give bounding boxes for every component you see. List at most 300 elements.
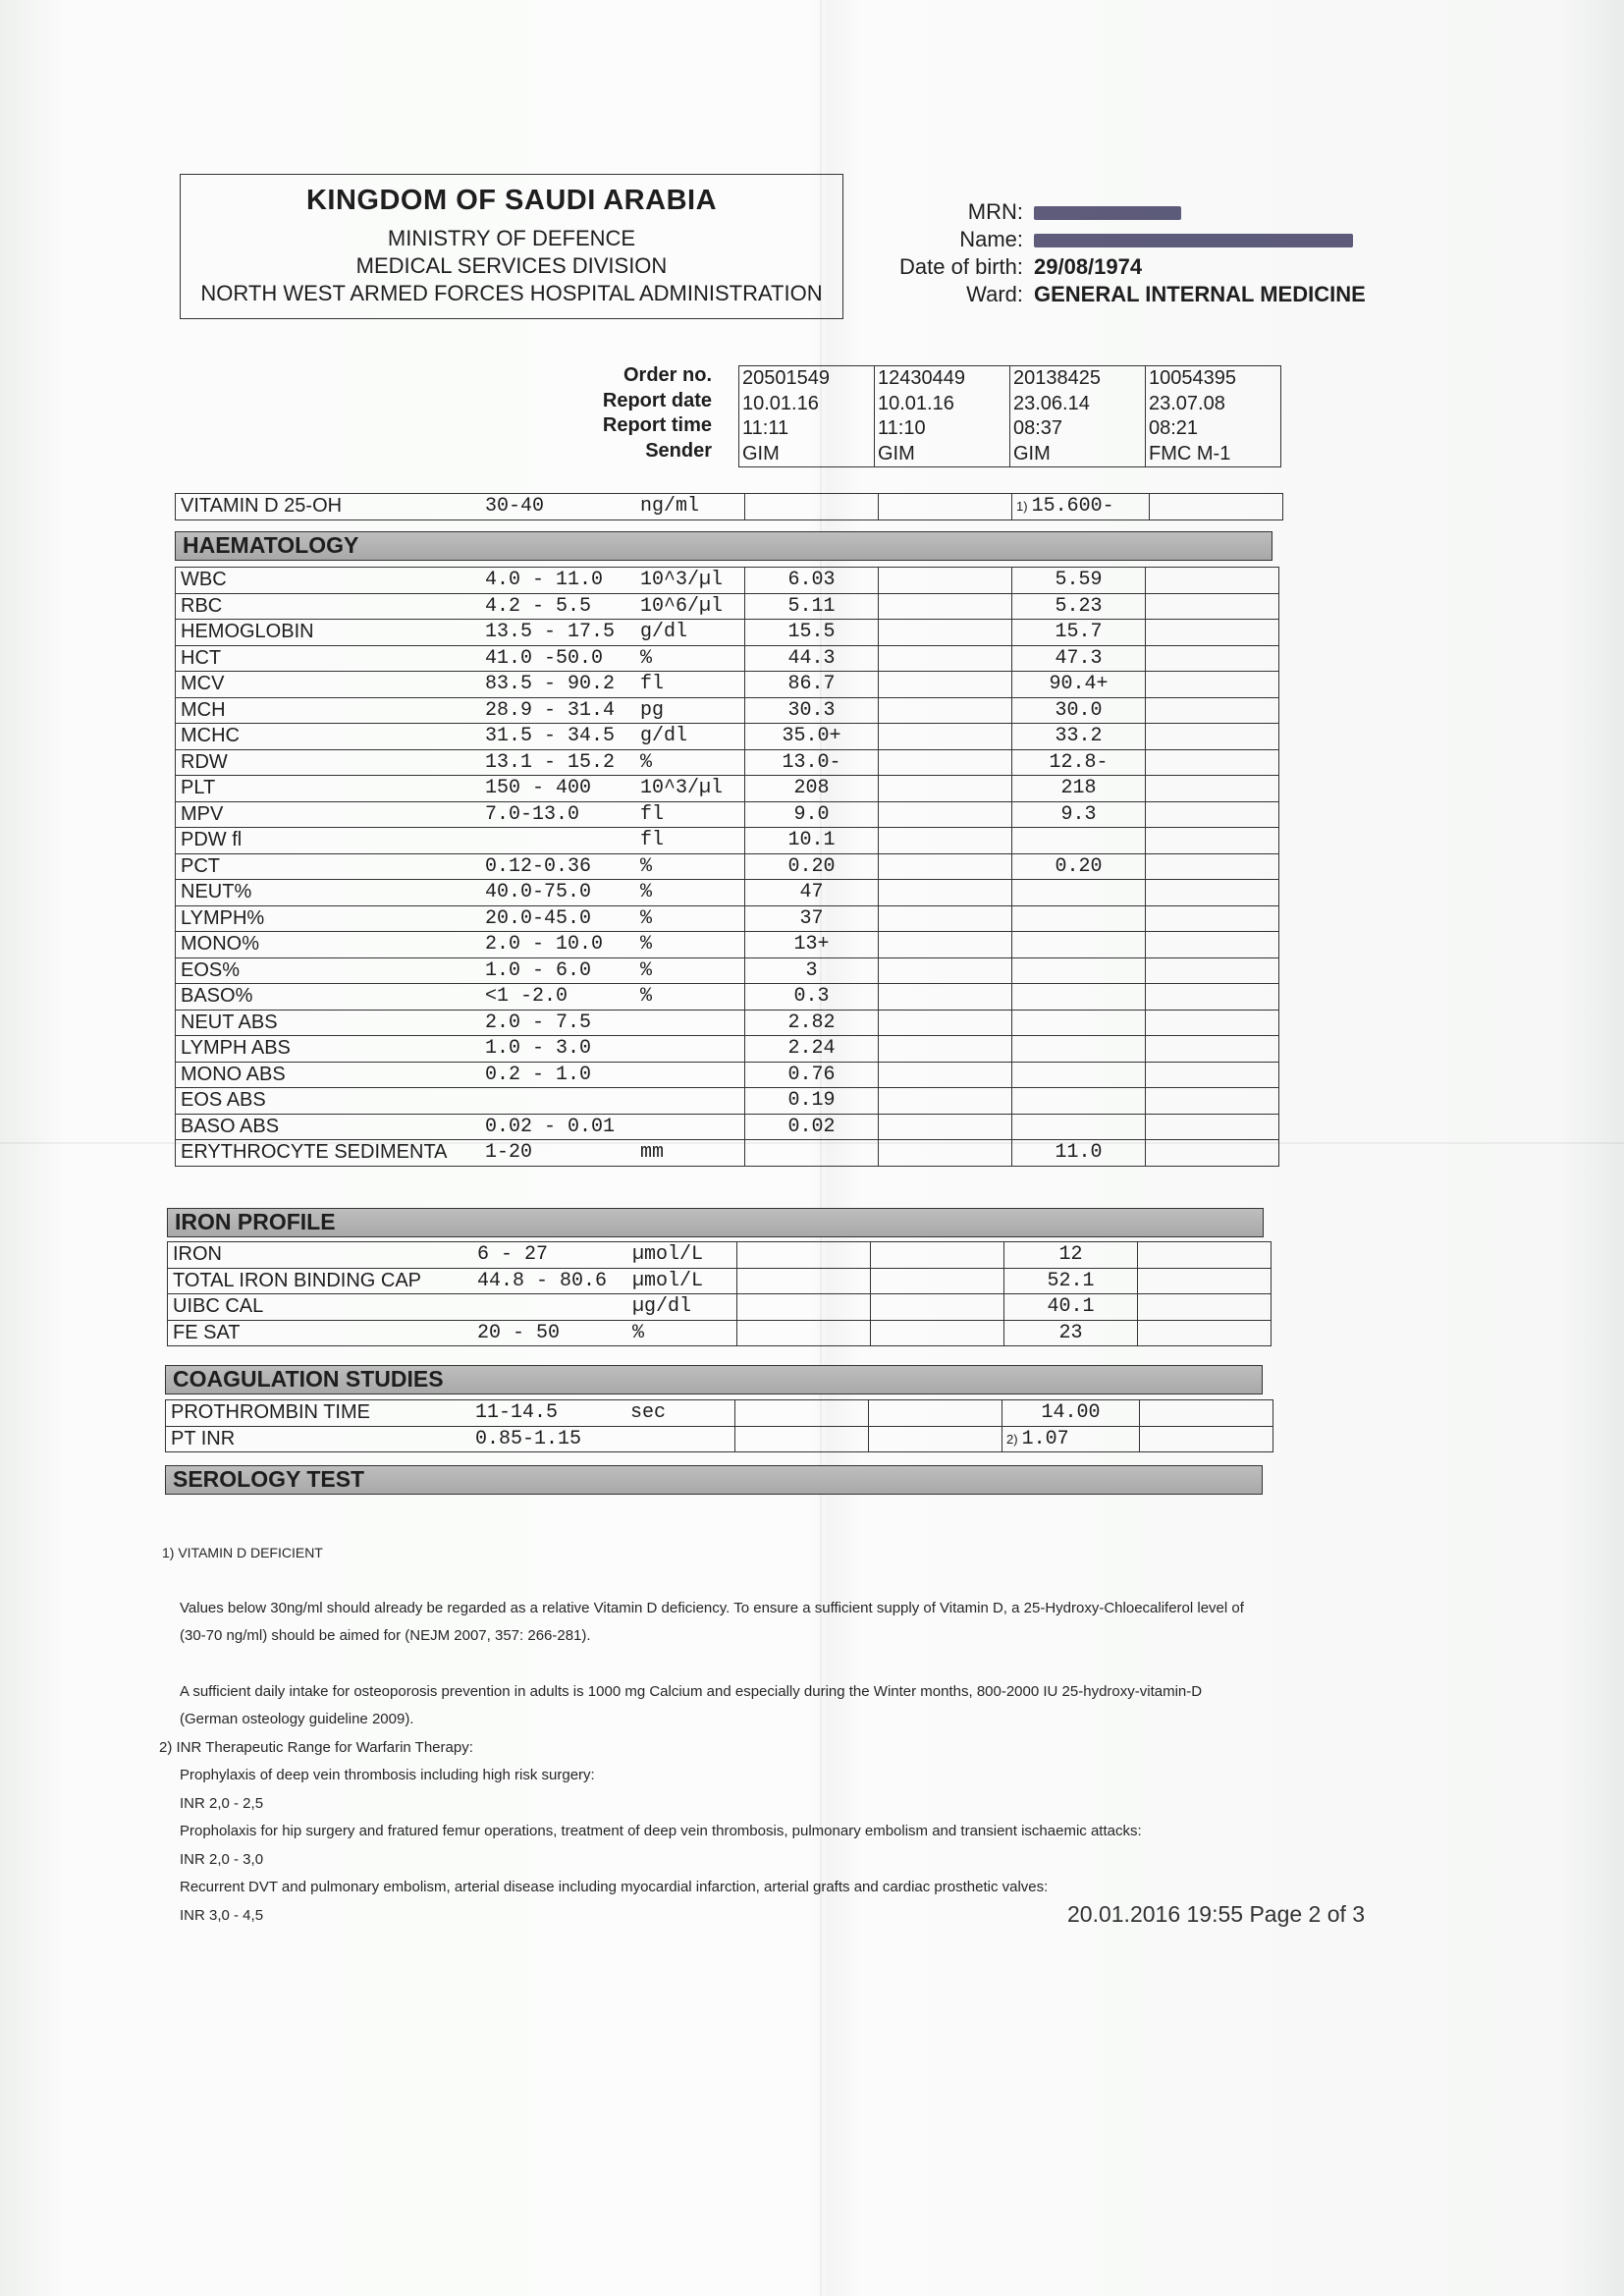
result-value (1146, 1062, 1279, 1088)
result-value (879, 853, 1012, 880)
test-name: LYMPH% (176, 905, 486, 932)
result-value: 9.0 (745, 801, 879, 828)
result-value: 14.00 (1002, 1400, 1140, 1427)
iron-header: IRON PROFILE (167, 1208, 1264, 1237)
note-text: Prophylaxis of deep vein thrombosis including high risk surgery: (180, 1767, 595, 1783)
test-name: RDW (176, 749, 486, 776)
lab-row (176, 984, 1279, 1011)
lab-row (168, 1320, 1272, 1346)
result-value (1146, 1114, 1279, 1140)
result-value (879, 1036, 1012, 1063)
test-name: FE SAT (168, 1320, 478, 1346)
result-value (879, 1114, 1012, 1140)
note-text: INR 3,0 - 4,5 (180, 1906, 264, 1924)
result-value: 90.4+ (1012, 672, 1146, 698)
unit: sec (630, 1400, 735, 1427)
result-value (871, 1294, 1004, 1321)
note-text: INR 2,0 - 3,0 (180, 1850, 264, 1868)
order-order: 10054395 (1149, 367, 1236, 389)
unit: 10^3/µl (640, 568, 745, 594)
result-value: 44.3 (745, 645, 879, 672)
footnotes (159, 1539, 1399, 1930)
value-text: 15.600- (1031, 495, 1114, 519)
institution-header (180, 174, 843, 319)
result-value (879, 828, 1012, 854)
order-column (1146, 366, 1281, 467)
result-value (1146, 905, 1279, 932)
lab-row (176, 672, 1279, 698)
unit: % (640, 880, 745, 906)
patient-values (1034, 198, 1366, 308)
result-value (1012, 1010, 1146, 1036)
test-name: HEMOGLOBIN (176, 620, 486, 646)
result-value (1146, 957, 1279, 984)
unit: % (632, 1320, 737, 1346)
reference-range: 150 - 400 (485, 776, 640, 802)
unit: µmol/L (632, 1268, 737, 1294)
result-value (1002, 1426, 1140, 1452)
test-name: VITAMIN D 25-OH (176, 494, 486, 520)
lab-row (176, 1088, 1279, 1115)
result-value (745, 494, 879, 520)
order-sender: GIM (742, 442, 780, 465)
test-name: PDW fl (176, 828, 486, 854)
result-value (1146, 697, 1279, 724)
result-value (879, 494, 1012, 520)
haematology-header: HAEMATOLOGY (175, 531, 1272, 561)
institution-line: NORTH WEST ARMED FORCES HOSPITAL ADMINISTRATION (200, 281, 823, 305)
reference-range: <1 -2.0 (485, 984, 640, 1011)
test-name: MPV (176, 801, 486, 828)
result-value (1012, 828, 1146, 854)
footnote-marker: 2) (1006, 1431, 1018, 1447)
order-date: 10.01.16 (878, 392, 954, 414)
institution-line: MEDICAL SERVICES DIVISION (355, 253, 668, 278)
mrn-redacted (1034, 206, 1181, 220)
reference-range: 0.02 - 0.01 (485, 1114, 640, 1140)
test-name: LYMPH ABS (176, 1036, 486, 1063)
unit (630, 1426, 735, 1452)
result-value: 15.7 (1012, 620, 1146, 646)
result-value (1146, 801, 1279, 828)
test-name: NEUT% (176, 880, 486, 906)
unit (640, 1062, 745, 1088)
result-value (1146, 1010, 1279, 1036)
result-value (1012, 1062, 1146, 1088)
order-sender: GIM (878, 442, 915, 465)
reference-range (477, 1294, 632, 1321)
name-label: Name: (959, 227, 1023, 251)
test-name: WBC (176, 568, 486, 594)
lab-row (168, 1242, 1272, 1269)
test-name: MONO ABS (176, 1062, 486, 1088)
serology-header: SEROLOGY TEST (165, 1465, 1263, 1495)
reference-range: 0.12-0.36 (485, 853, 640, 880)
order-date: 23.06.14 (1013, 392, 1090, 414)
unit: g/dl (640, 620, 745, 646)
result-value (1138, 1320, 1272, 1346)
vitamin-d-table (175, 493, 1283, 520)
test-name: MONO% (176, 932, 486, 958)
order-column (1010, 366, 1146, 467)
result-value: 13.0- (745, 749, 879, 776)
lab-row (176, 749, 1279, 776)
reference-range: 4.0 - 11.0 (485, 568, 640, 594)
result-value: 0.76 (745, 1062, 879, 1088)
lab-row (176, 1062, 1279, 1088)
result-value (879, 672, 1012, 698)
test-name: EOS% (176, 957, 486, 984)
order-time: 08:37 (1013, 417, 1063, 439)
result-value (1012, 1114, 1146, 1140)
result-value: 33.2 (1012, 724, 1146, 750)
test-name: PLT (176, 776, 486, 802)
result-value (1012, 1036, 1146, 1063)
unit: 10^3/µl (640, 776, 745, 802)
order-table (738, 365, 1281, 467)
test-name: ERYTHROCYTE SEDIMENTA (176, 1140, 486, 1167)
order-column (739, 366, 875, 467)
result-value (1140, 1426, 1273, 1452)
lab-row (176, 568, 1279, 594)
result-value (1012, 932, 1146, 958)
result-value: 5.11 (745, 593, 879, 620)
reference-range: 0.85-1.15 (475, 1426, 630, 1452)
result-value (737, 1294, 871, 1321)
result-value: 5.59 (1012, 568, 1146, 594)
patient-labels (864, 198, 1023, 308)
result-value: 47 (745, 880, 879, 906)
result-value (737, 1242, 871, 1269)
unit: % (640, 957, 745, 984)
result-value: 23 (1004, 1320, 1138, 1346)
order-date: 10.01.16 (742, 392, 819, 414)
reference-range: 41.0 -50.0 (485, 645, 640, 672)
unit: g/dl (640, 724, 745, 750)
reference-range: 11-14.5 (475, 1400, 630, 1427)
coagulation-header: COAGULATION STUDIES (165, 1365, 1263, 1394)
result-value (871, 1242, 1004, 1269)
lab-row (166, 1426, 1273, 1452)
result-value (1146, 932, 1279, 958)
test-name: MCV (176, 672, 486, 698)
result-value: 0.02 (745, 1114, 879, 1140)
unit: % (640, 984, 745, 1011)
order-sender: FMC M-1 (1149, 442, 1231, 465)
result-value (879, 645, 1012, 672)
reference-range: 13.1 - 15.2 (485, 749, 640, 776)
iron-table (167, 1241, 1272, 1346)
unit: fl (640, 828, 745, 854)
result-value (1146, 749, 1279, 776)
lab-row (176, 801, 1279, 828)
footnote-marker: 1) (1016, 499, 1028, 515)
lab-row (166, 1400, 1273, 1427)
lab-row (168, 1268, 1272, 1294)
test-name: PT INR (166, 1426, 476, 1452)
result-value (879, 984, 1012, 1011)
result-value: 40.1 (1004, 1294, 1138, 1321)
reference-range: 2.0 - 10.0 (485, 932, 640, 958)
result-value (869, 1400, 1002, 1427)
result-value (1150, 494, 1283, 520)
result-value: 37 (745, 905, 879, 932)
lab-row (176, 776, 1279, 802)
result-value (879, 593, 1012, 620)
result-value (879, 724, 1012, 750)
note-text: INR 2,0 - 2,5 (180, 1794, 264, 1812)
result-value (1146, 672, 1279, 698)
test-name: IRON (168, 1242, 478, 1269)
result-value: 10.1 (745, 828, 879, 854)
test-name: UIBC CAL (168, 1294, 478, 1321)
result-value: 9.3 (1012, 801, 1146, 828)
unit: % (640, 645, 745, 672)
test-name: HCT (176, 645, 486, 672)
unit (640, 1088, 745, 1115)
result-value (1146, 1036, 1279, 1063)
ward-value: GENERAL INTERNAL MEDICINE (1034, 282, 1366, 306)
result-value: 15.5 (745, 620, 879, 646)
result-value (879, 880, 1012, 906)
result-value: 35.0+ (745, 724, 879, 750)
reference-range: 6 - 27 (477, 1242, 632, 1269)
reference-range: 1.0 - 3.0 (485, 1036, 640, 1063)
result-value (879, 1062, 1012, 1088)
result-value: 0.20 (745, 853, 879, 880)
result-value (1146, 880, 1279, 906)
order-time: 08:21 (1149, 417, 1199, 439)
result-value (871, 1268, 1004, 1294)
haematology-table (175, 567, 1279, 1167)
unit: % (640, 932, 745, 958)
order-order: 20138425 (1013, 367, 1101, 389)
reference-range: 44.8 - 80.6 (477, 1268, 632, 1294)
reference-range: 28.9 - 31.4 (485, 697, 640, 724)
lab-row (176, 645, 1279, 672)
note-text: Propholaxis for hip surgery and fratured femur operations, treatment of deep vein thrombosis, pulmonary embolism and transient ischaemic attacks: (180, 1823, 1142, 1839)
unit: mm (640, 1140, 745, 1167)
reference-range: 20.0-45.0 (485, 905, 640, 932)
sender-label: Sender (645, 439, 712, 462)
result-value (1146, 984, 1279, 1011)
result-value: 12 (1004, 1242, 1138, 1269)
result-value (1012, 1088, 1146, 1115)
result-value (879, 1088, 1012, 1115)
result-value (879, 801, 1012, 828)
reference-range: 0.2 - 1.0 (485, 1062, 640, 1088)
test-name: MCH (176, 697, 486, 724)
reference-range: 4.2 - 5.5 (485, 593, 640, 620)
result-value (1012, 984, 1146, 1011)
unit: µg/dl (632, 1294, 737, 1321)
reference-range: 13.5 - 17.5 (485, 620, 640, 646)
result-value (879, 957, 1012, 984)
test-name: PCT (176, 853, 486, 880)
test-name: EOS ABS (176, 1088, 486, 1115)
test-name: BASO ABS (176, 1114, 486, 1140)
unit (640, 1036, 745, 1063)
result-value (879, 1010, 1012, 1036)
test-name: MCHC (176, 724, 486, 750)
order-time: 11:10 (878, 417, 926, 439)
result-value: 30.0 (1012, 697, 1146, 724)
reference-range: 30-40 (485, 494, 640, 520)
lab-row (176, 697, 1279, 724)
unit: µmol/L (632, 1242, 737, 1269)
note-text: Values below 30ng/ml should already be regarded as a relative Vitamin D deficiency. To ensure a sufficient supply of Vitamin D, a 25-Hydroxy-Chloecaliferol level of (180, 1599, 1244, 1616)
note-text: A sufficient daily intake for osteoporosis prevention in adults is 1000 mg Calcium and especially during the Winter months, 800-2000 IU 25-hydroxy-vitamin-D (180, 1682, 1203, 1700)
reference-range: 20 - 50 (477, 1320, 632, 1346)
result-value (879, 776, 1012, 802)
result-value (1146, 593, 1279, 620)
result-value (871, 1320, 1004, 1346)
result-value: 47.3 (1012, 645, 1146, 672)
unit (640, 1010, 745, 1036)
result-value: 2.24 (745, 1036, 879, 1063)
result-value (1012, 494, 1150, 520)
result-value (1146, 724, 1279, 750)
result-value (1138, 1294, 1272, 1321)
result-value (735, 1400, 869, 1427)
unit: fl (640, 801, 745, 828)
lab-row (176, 620, 1279, 646)
result-value (1138, 1268, 1272, 1294)
reference-range: 7.0-13.0 (485, 801, 640, 828)
result-value (735, 1426, 869, 1452)
result-value (745, 1140, 879, 1167)
result-value: 0.19 (745, 1088, 879, 1115)
unit: fl (640, 672, 745, 698)
result-value (1146, 853, 1279, 880)
lab-row (176, 853, 1279, 880)
lab-row (176, 1114, 1279, 1140)
lab-row (176, 880, 1279, 906)
result-value (879, 749, 1012, 776)
order-column (875, 366, 1010, 467)
test-name: TOTAL IRON BINDING CAP (168, 1268, 478, 1294)
test-name: BASO% (176, 984, 486, 1011)
result-value: 5.23 (1012, 593, 1146, 620)
reference-range: 83.5 - 90.2 (485, 672, 640, 698)
unit: ng/ml (640, 494, 745, 520)
result-value (879, 932, 1012, 958)
lab-row (176, 1010, 1279, 1036)
result-value (1146, 1140, 1279, 1167)
result-value: 6.03 (745, 568, 879, 594)
reference-range: 1.0 - 6.0 (485, 957, 640, 984)
lab-row (176, 828, 1279, 854)
result-value: 86.7 (745, 672, 879, 698)
unit: pg (640, 697, 745, 724)
lab-row (176, 593, 1279, 620)
result-value: 12.8- (1012, 749, 1146, 776)
result-value (879, 697, 1012, 724)
result-value (1012, 880, 1146, 906)
mrn-label: MRN: (967, 199, 1023, 224)
result-value (1012, 957, 1146, 984)
note-1-title: 1) VITAMIN D DEFICIENT (162, 1545, 323, 1560)
unit: 10^6/µl (640, 593, 745, 620)
result-value: 3 (745, 957, 879, 984)
result-value: 208 (745, 776, 879, 802)
result-value (1146, 1088, 1279, 1115)
reference-range (485, 828, 640, 854)
name-redacted (1034, 234, 1353, 247)
dob-value: 29/08/1974 (1034, 254, 1143, 279)
ward-label: Ward: (966, 282, 1023, 306)
unit: % (640, 853, 745, 880)
lab-row (176, 1140, 1279, 1167)
report-date-label: Report date (602, 389, 712, 411)
note-text: (30-70 ng/ml) should be aimed for (NEJM 2007, 357: 266-281). (180, 1627, 591, 1644)
coagulation-table (165, 1399, 1273, 1452)
test-name: PROTHROMBIN TIME (166, 1400, 476, 1427)
report-time-label: Report time (602, 414, 712, 436)
value-text: 1.07 (1021, 1427, 1069, 1450)
result-value (1138, 1242, 1272, 1269)
result-value: 0.3 (745, 984, 879, 1011)
reference-range: 31.5 - 34.5 (485, 724, 640, 750)
order-no-label: Order no. (623, 364, 712, 386)
result-value: 2.82 (745, 1010, 879, 1036)
result-value (1146, 620, 1279, 646)
page-footer: 20.01.2016 19:55 Page 2 of 3 (1067, 1901, 1366, 1927)
result-value: 13+ (745, 932, 879, 958)
result-value: 218 (1012, 776, 1146, 802)
reference-range: 2.0 - 7.5 (485, 1010, 640, 1036)
reference-range: 40.0-75.0 (485, 880, 640, 906)
order-sender: GIM (1013, 442, 1051, 465)
result-value (869, 1426, 1002, 1452)
lab-row (176, 932, 1279, 958)
order-labels (550, 363, 712, 464)
result-value (1146, 776, 1279, 802)
lab-row (176, 905, 1279, 932)
institution-line: MINISTRY OF DEFENCE (387, 226, 636, 250)
unit: % (640, 905, 745, 932)
result-value (1146, 828, 1279, 854)
test-name: RBC (176, 593, 486, 620)
test-name: NEUT ABS (176, 1010, 486, 1036)
result-value: 30.3 (745, 697, 879, 724)
result-value (879, 620, 1012, 646)
result-value (1146, 645, 1279, 672)
result-value (1146, 568, 1279, 594)
note-2-title: 2) INR Therapeutic Range for Warfarin Therapy: (159, 1738, 473, 1756)
result-value (879, 1140, 1012, 1167)
reference-range (485, 1088, 640, 1115)
unit (640, 1114, 745, 1140)
lab-row (176, 1036, 1279, 1063)
order-date: 23.07.08 (1149, 392, 1225, 414)
result-value (737, 1268, 871, 1294)
note-text: (German osteology guideline 2009). (180, 1711, 414, 1727)
note-text: Recurrent DVT and pulmonary embolism, arterial disease including myocardial infarction, arterial grafts and cardiac prosthetic valves: (180, 1879, 1049, 1895)
order-order: 12430449 (878, 367, 965, 389)
result-value (879, 568, 1012, 594)
lab-row (176, 957, 1279, 984)
result-value (1140, 1400, 1273, 1427)
order-order: 20501549 (742, 367, 830, 389)
reference-range: 1-20 (485, 1140, 640, 1167)
lab-row (176, 494, 1283, 520)
dob-label: Date of birth: (899, 254, 1023, 279)
unit: % (640, 749, 745, 776)
order-time: 11:11 (742, 417, 789, 439)
result-value (879, 905, 1012, 932)
result-value: 11.0 (1012, 1140, 1146, 1167)
